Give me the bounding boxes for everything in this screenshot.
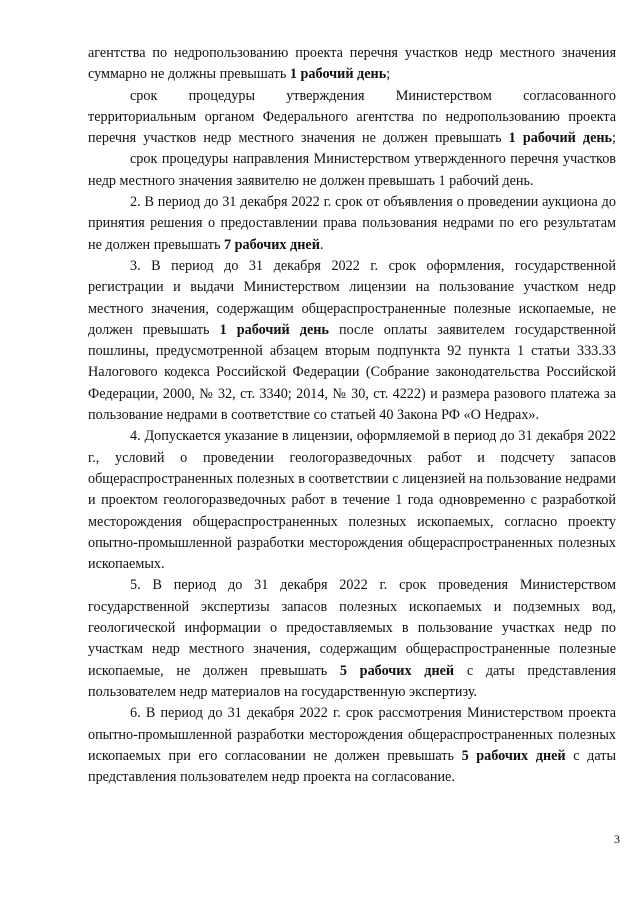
text-run: 3. В период до 31 декабря 2022 г. срок оформления, государственной регистрации и выдачи Министерством лицензии на пользование участком недр местного значения, содержащим общераспространенные полезные ископаемые, не должен превышать	[88, 257, 616, 338]
text-run: ;	[612, 130, 616, 147]
text-run: срок процедуры направления Министерством утвержденного перечня участков недр местного значения заявителю не должен превышать 1 рабочий день.	[88, 151, 616, 189]
bold-text: 1 рабочий день	[289, 66, 387, 83]
paragraph-3	[88, 149, 616, 192]
text-run: 2. В период до 31 декабря 2022 г. срок от объявления о проведении аукциона до принятия решения о предоставлении права пользования недрами по его результатам не должен превышать	[88, 194, 616, 253]
text-run: 4. Допускается указание в лицензии, оформляемой в период до 31 декабря 2022 г., условий о проведении геологоразведочных работ и подсчету запасов общераспространенных полезных в соответствии с лицензией на пользование недрами и проектом геологоразведочных работ в течение 1 года одновременно с разработкой месторождения общераспространенных полезных ископаемых, согласно проекту опытно-промышленной разработки месторождения общераспространенных полезных ископаемых.	[88, 428, 616, 573]
text-run: после оплаты заявителем государственной пошлины, предусмотренной абзацем вторым подпункта 92 пункта 1 статьи 333.33 Налогового кодекса Российской Федерации (Собрание законодательства Российской Федерации, 2000, № 32, ст. 3340; 2014, № 30, ст. 4222) и размера разового платежа за пользование недрами в соответствие со статьей 40 Закона РФ «О Недрах».	[88, 321, 616, 424]
bold-text: 1 рабочий день	[508, 130, 613, 147]
bold-text: 5 рабочих дней	[461, 747, 566, 764]
text-run: ;	[386, 66, 391, 83]
paragraph-6	[88, 426, 616, 575]
text-run: 6. В период до 31 декабря 2022 г. срок рассмотрения Министерством проекта опытно-промышленной разработки месторождения общераспространенных полезных ископаемых при его согласовании не должен превышать	[88, 705, 616, 764]
paragraph-2	[88, 86, 616, 150]
page-number: 3	[614, 832, 620, 846]
paragraph-4	[88, 192, 616, 256]
bold-text: 5 рабочих дней	[339, 662, 455, 679]
text-run: .	[319, 236, 324, 253]
paragraph-5	[88, 256, 616, 426]
paragraph-1	[88, 43, 616, 86]
document-body	[88, 43, 616, 788]
paragraph-7	[88, 575, 616, 703]
text-run: срок процедуры утверждения Министерством согласованного территориальным органом Федерального агентства по недропользованию проекта перечня участков недр местного значения не должен превышать	[88, 87, 616, 147]
paragraph-8	[88, 703, 616, 788]
text-run: с даты представления пользователем недр материалов на государственную экспертизу.	[88, 662, 616, 700]
bold-text: 1 рабочий день	[219, 321, 329, 338]
text-run: с даты представления пользователем недр проекта на согласование.	[88, 747, 616, 786]
text-run: агентства по недропользованию проекта перечня участков недр местного значения суммарно не должны превышать	[88, 45, 616, 83]
bold-text: 7 рабочих дней	[223, 236, 320, 253]
text-run: 5. В период до 31 декабря 2022 г. срок проведения Министерством государственной экспертизы запасов полезных ископаемых и подземных вод, геологической информации о предоставляемых в пользование участках недр по участкам недр местного значения, содержащим общераспространенные полезные ископаемые, не должен превышать	[88, 577, 616, 679]
